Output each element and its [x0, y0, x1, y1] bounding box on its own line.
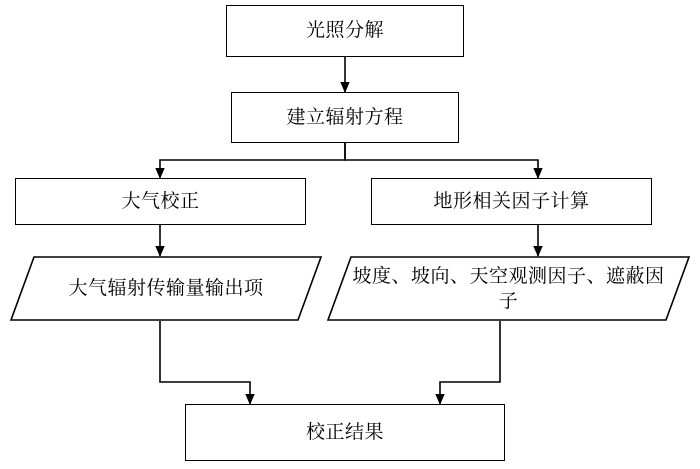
node-label: 光照分解 — [305, 19, 384, 42]
node-correction-result — [185, 404, 505, 461]
node-atmospheric-radiative-transfer-output — [10, 256, 322, 321]
node-atmospheric-correction — [15, 178, 306, 225]
node-light-decomposition — [226, 5, 464, 57]
connector-n2-n4 — [345, 143, 538, 178]
node-label: 大气校正 — [121, 189, 200, 212]
node-label: 大气辐射传输量输出项 — [68, 277, 264, 300]
connector-n5-n7 — [160, 321, 250, 404]
connector-n2-n3 — [160, 143, 345, 178]
node-terrain-factor-calculation — [371, 178, 652, 225]
node-label: 地形相关因子计算 — [433, 189, 590, 212]
node-label: 坡度、坡向、天空观测因子、遮蔽因子 — [352, 265, 665, 312]
node-slope-aspect-skyview-shadow-factors — [327, 256, 690, 321]
node-radiation-equation — [231, 92, 459, 143]
node-label: 校正结果 — [305, 420, 384, 443]
connector-n6-n7 — [440, 321, 500, 404]
node-label: 建立辐射方程 — [286, 105, 404, 128]
